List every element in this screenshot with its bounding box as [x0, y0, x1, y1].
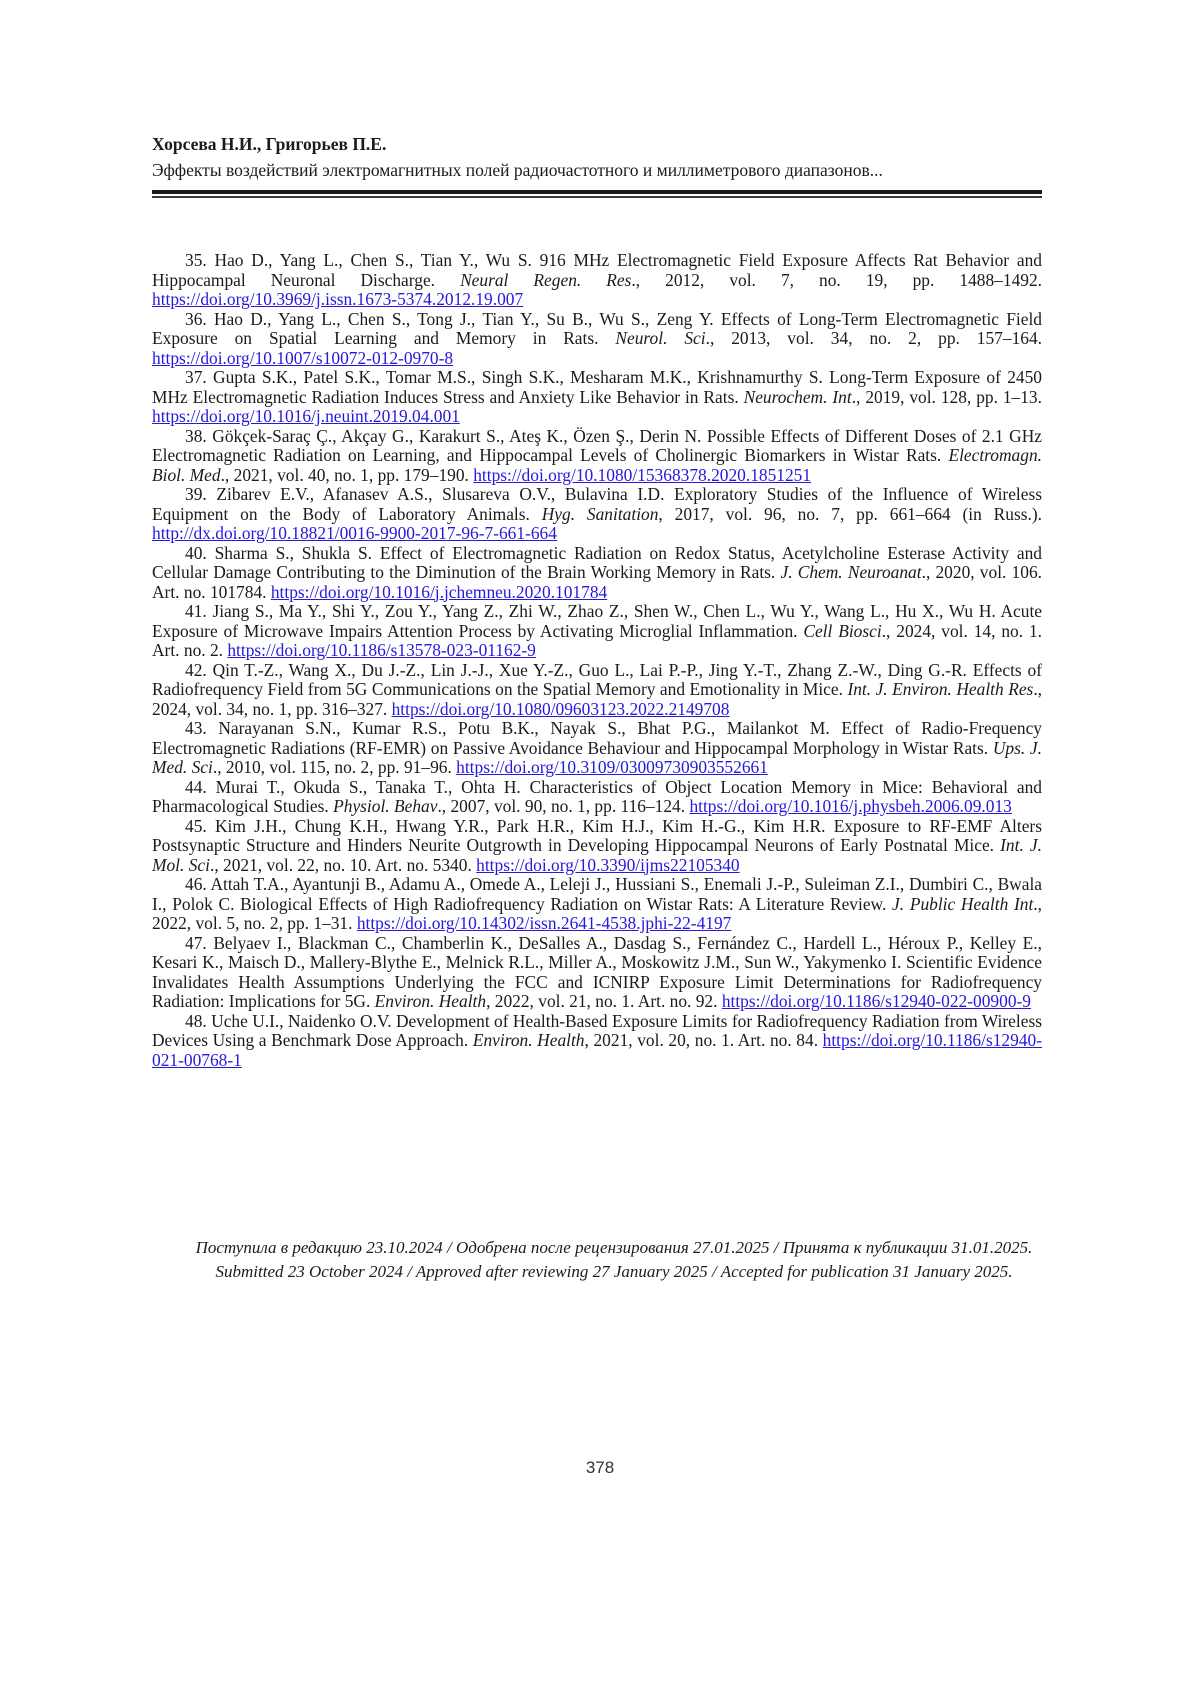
- submission-dates: [186, 1236, 1042, 1283]
- doi-link[interactable]: https://doi.org/10.1080/09603123.2022.2149708: [391, 698, 730, 719]
- doi-link[interactable]: https://doi.org/10.1007/s10072-012-0970-8: [152, 347, 454, 368]
- reference-item: [152, 427, 1042, 486]
- reference-text: ., 2020, vol. 106. Art. no. 101784.: [152, 562, 1042, 602]
- reference-text: ., 2012, vol. 7, no. 19, pp. 1488–1492.: [631, 269, 1043, 290]
- reference-item: [152, 544, 1042, 603]
- double-rule-bottom: [152, 196, 1042, 198]
- reference-text: 35. Hao D., Yang L., Chen S., Tian Y., Wu S. 916 MHz Electromagnetic Field Exposure Affects Rat Behavior and Hippocampal Neuronal Discharge.: [152, 250, 1042, 290]
- doi-link[interactable]: https://doi.org/10.1016/j.physbeh.2006.09.013: [689, 796, 1012, 816]
- reference-text: ., 2007, vol. 90, no. 1, pp. 116–124.: [437, 796, 690, 816]
- running-header-authors: Хорсева Н.И., Григорьев П.Е.: [152, 134, 387, 154]
- reference-text: ., 2010, vol. 115, no. 2, pp. 91–96.: [212, 757, 457, 777]
- reference-text: ., 2021, vol. 22, no. 10. Art. no. 5340.: [209, 854, 477, 875]
- reference-text: ., 2022, vol. 5, no. 2, pp. 1–31.: [152, 893, 1042, 933]
- reference-text: 38. Gökçek-Saraç Ç., Akçay G., Karakurt S., Ateş K., Özen Ş., Derin N. Possible Effects of Different Doses of 2.1 GHz Electromagnetic Radiation on Learning, and Hippocampal Levels of Cholinergic Biomarkers in Wistar Rats.: [152, 425, 1042, 465]
- reference-text: 37. Gupta S.K., Patel S.K., Tomar M.S., Singh S.K., Mesharam M.K., Krishnamurthy S. Long-Term Exposure of 2450 MHz Electromagnetic Radiation Induces Stress and Anxiety Like Behavior in Rats.: [152, 367, 1042, 407]
- reference-item: [152, 934, 1042, 1012]
- reference-text: 48. Uche U.I., Naidenko O.V. Development of Health-Based Exposure Limits for Radiofrequency Radiation from Wireless Devices Using a Benchmark Dose Approach.: [152, 1010, 1042, 1050]
- reference-text: 44. Murai T., Okuda S., Tanaka T., Ohta H. Characteristics of Object Location Memory in Mice: Behavioral and Pharmacological Studies.: [152, 776, 1042, 816]
- journal-name: Physiol. Behav: [333, 796, 438, 816]
- references-list: [152, 251, 1042, 1070]
- reference-item: [152, 817, 1042, 876]
- submission-dates-en: Submitted 23 October 2024 / Approved after reviewing 27 January 2025 / Accepted for publication 31 January 2025.: [215, 1261, 1013, 1281]
- reference-text: 43. Narayanan S.N., Kumar R.S., Potu B.K., Nayak S., Bhat P.G., Mailankot M. Effect of Radio-Frequency Electromagnetic Radiations (RF-EMR) on Passive Avoidance Behaviour and Hippocampal Morphology in Wistar Rats.: [152, 718, 1042, 758]
- reference-text: ., 2024, vol. 14, no. 1. Art. no. 2.: [152, 620, 1042, 660]
- reference-text: ., 2019, vol. 128, pp. 1–13.: [851, 386, 1042, 407]
- journal-name: Int. J. Environ. Health Res: [847, 679, 1034, 699]
- journal-name: Electromagn. Biol. Med: [152, 445, 1042, 485]
- reference-text: 45. Kim J.H., Chung K.H., Hwang Y.R., Park H.R., Kim H.J., Kim H.-G., Kim H.R. Exposure to RF-EMF Alters Postsynaptic Structure and Hinders Neurite Outgrowth in Developing Hippocampal Neurons of Early Postnatal Mice.: [152, 815, 1042, 855]
- reference-text: 42. Qin T.-Z., Wang X., Du J.-Z., Lin J.-J., Xue Y.-Z., Guo L., Lai P.-P., Jing Y.-T., Zhang Z.-W., Ding G.-R. Effects of Radiofrequency Field from 5G Communications on the Spatial Memory and Emotionality in Mice.: [152, 659, 1042, 699]
- reference-item: [152, 1012, 1042, 1071]
- reference-text: ., 2024, vol. 34, no. 1, pp. 316–327.: [152, 679, 1043, 719]
- double-rule-top: [152, 190, 1042, 194]
- reference-text: 39. Zibarev E.V., Afanasev A.S., Slusareva O.V., Bulavina I.D. Exploratory Studies of the Influence of Wireless Equipment on the Body of Laboratory Animals.: [152, 484, 1042, 524]
- reference-text: , 2017, vol. 96, no. 7, pp. 661–664 (in Russ.).: [658, 503, 1042, 524]
- journal-name: Neurochem. Int: [743, 386, 852, 407]
- reference-text: 47. Belyaev I., Blackman C., Chamberlin K., DeSalles A., Dasdag S., Fernández C., Hardell L., Héroux P., Kelley E., Kesari K., Maisch D., Mallery-Blythe E., Melnick R.L., Miller A., Moskowitz J.M., Sun W., Yakymenko I. Scientific Evidence Invalidates Health Assumptions Underlying the FCC and ICNIRP Exposure Limit Determinations for Radiofrequency Radiation: Implications for 5G.: [152, 932, 1042, 1011]
- reference-item: [152, 875, 1042, 934]
- doi-link[interactable]: https://doi.org/10.1080/15368378.2020.1851251: [473, 464, 812, 485]
- reference-text: 40. Sharma S., Shukla S. Effect of Electromagnetic Radiation on Redox Status, Acetylcholine Esterase Activity and Cellular Damage Contributing to the Diminution of the Brain Working Memory in Rats.: [152, 542, 1042, 582]
- doi-link[interactable]: https://doi.org/10.1186/s13578-023-01162-9: [227, 640, 536, 660]
- doi-link[interactable]: https://doi.org/10.3390/ijms22105340: [476, 854, 740, 875]
- journal-name: J. Chem. Neuroanat: [780, 562, 922, 582]
- reference-text: 36. Hao D., Yang L., Chen S., Tong J., Tian Y., Su B., Wu S., Zeng Y. Effects of Long-Term Electromagnetic Field Exposure on Spatial Learning and Memory in Rats.: [152, 308, 1042, 348]
- reference-item: [152, 602, 1042, 661]
- reference-text: , 2022, vol. 21, no. 1. Art. no. 92.: [486, 991, 722, 1011]
- running-header-title: Эффекты воздействий электромагнитных полей радиочастотного и миллиметрового диапазонов...: [152, 160, 883, 180]
- journal-name: Int. J. Mol. Sci: [152, 835, 1042, 875]
- submission-dates-ru: Поступила в редакцию 23.10.2024 / Одобрена после рецензирования 27.01.2025 / Принята к публикации 31.01.2025.: [195, 1238, 1033, 1257]
- journal-name: Ups. J. Med. Sci: [152, 737, 1042, 777]
- doi-link[interactable]: https://doi.org/10.14302/issn.2641-4538.jphi-22-4197: [356, 913, 732, 933]
- reference-item: [152, 485, 1042, 544]
- reference-item: [152, 368, 1042, 427]
- reference-text: , 2021, vol. 20, no. 1. Art. no. 84.: [584, 1030, 823, 1050]
- doi-link[interactable]: https://doi.org/10.1016/j.jchemneu.2020.101784: [270, 581, 608, 602]
- doi-link[interactable]: http://dx.doi.org/10.18821/0016-9900-2017-96-7-661-664: [152, 523, 557, 543]
- doi-link[interactable]: https://doi.org/10.3109/03009730903552661: [456, 757, 768, 777]
- journal-name: Environ. Health: [472, 1030, 585, 1050]
- doi-link[interactable]: https://doi.org/10.1016/j.neuint.2019.04.001: [152, 406, 460, 426]
- running-header: [152, 0, 1042, 198]
- journal-name: Environ. Health: [374, 991, 487, 1011]
- journal-name: J. Public Health Int: [892, 893, 1034, 914]
- reference-item: [152, 310, 1042, 369]
- reference-text: 46. Attah T.A., Ayantunji B., Adamu A., Omede A., Leleji J., Hussiani S., Enemali J.-P., Suleiman Z.I., Dumbiri C., Bwala I., Polok C. Biological Effects of High Radiofrequency Radiation on Wistar Rats: A Literature Review.: [152, 874, 1042, 914]
- reference-item: [152, 778, 1042, 817]
- reference-text: ., 2013, vol. 34, no. 2, pp. 157–164.: [705, 328, 1043, 348]
- reference-item: [152, 251, 1042, 310]
- doi-link[interactable]: https://doi.org/10.1186/s12940-022-00900-9: [721, 991, 1031, 1011]
- journal-name: Cell Biosci: [803, 620, 882, 641]
- journal-name: Hyg. Sanitation: [541, 503, 659, 524]
- journal-name: Neurol. Sci: [615, 328, 706, 348]
- reference-item: [152, 661, 1042, 720]
- doi-link[interactable]: https://doi.org/10.1186/s12940-021-00768-1: [152, 1030, 1042, 1070]
- reference-text: 41. Jiang S., Ma Y., Shi Y., Zou Y., Yang Z., Zhi W., Zhao Z., Shen W., Chen L., Wu Y., Wang L., Hu X., Wu H. Acute Exposure of Microwave Impairs Attention Process by Activating Microglial Inflammation.: [152, 601, 1042, 641]
- doi-link[interactable]: https://doi.org/10.3969/j.issn.1673-5374.2012.19.007: [152, 289, 524, 309]
- journal-name: Neural Regen. Res: [460, 269, 632, 290]
- reference-text: ., 2021, vol. 40, no. 1, pp. 179–190.: [220, 464, 474, 485]
- page-number: 378: [585, 1458, 615, 1477]
- reference-item: [152, 719, 1042, 778]
